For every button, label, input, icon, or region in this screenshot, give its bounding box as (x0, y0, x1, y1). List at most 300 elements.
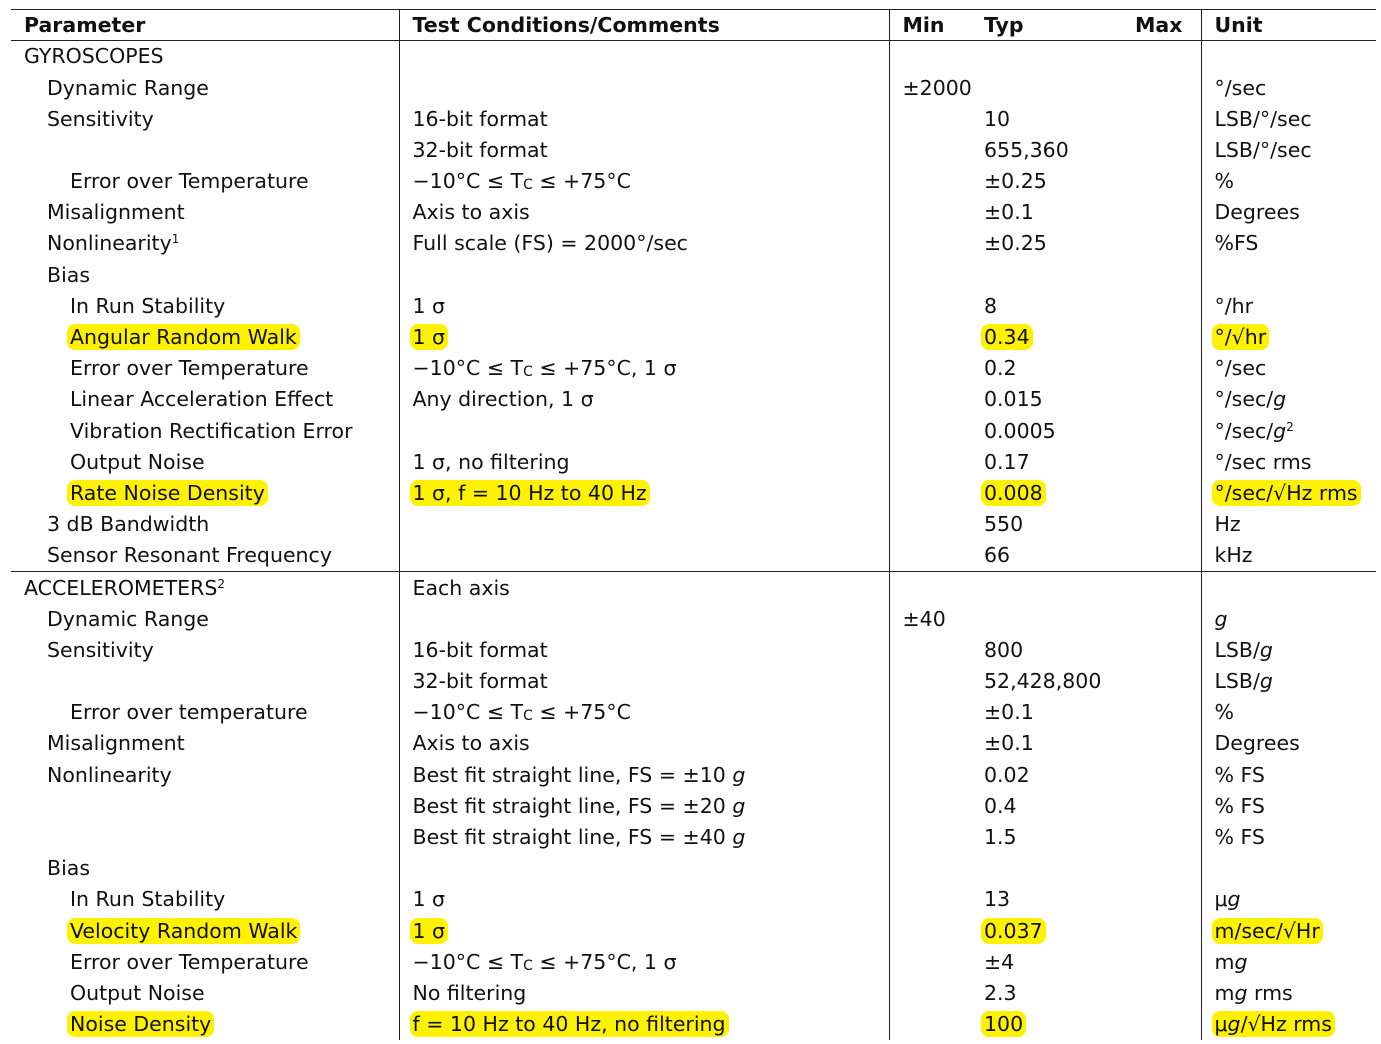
typ-cell (984, 822, 1129, 853)
typ-text: 0.037 (981, 918, 1046, 944)
conditions-cell (399, 946, 889, 977)
max-cell (1129, 384, 1201, 415)
parameter-cell (11, 603, 399, 634)
min-cell (889, 791, 984, 822)
header-typ: Typ (984, 10, 1129, 41)
conditions-cell (399, 291, 889, 322)
min-cell (889, 41, 984, 73)
conditions-text: 16-bit format (412, 637, 548, 662)
unit-text: °/sec (1214, 75, 1267, 100)
parameter-text: Rate Noise Density (67, 480, 268, 506)
min-cell (889, 759, 984, 790)
max-cell (1129, 946, 1201, 977)
conditions-cell (399, 540, 889, 572)
conditions-text: −10°C ≤ TC ≤ +75°C (412, 700, 631, 725)
parameter-cell (11, 509, 399, 540)
min-cell (889, 166, 984, 197)
min-cell (889, 915, 984, 946)
typ-text: 13 (984, 887, 1011, 912)
conditions-text: −10°C ≤ TC ≤ +75°C (412, 168, 631, 193)
unit-text: LSB/g (1214, 637, 1273, 662)
conditions-text: −10°C ≤ TC ≤ +75°C, 1 σ (412, 949, 677, 974)
parameter-cell (11, 540, 399, 572)
unit-cell (1201, 915, 1376, 946)
typ-cell (984, 540, 1129, 572)
unit-cell (1201, 103, 1376, 134)
typ-cell (984, 728, 1129, 759)
typ-text: 0.0005 (984, 418, 1056, 443)
min-cell (889, 384, 984, 415)
min-cell (889, 478, 984, 509)
conditions-cell (399, 603, 889, 634)
typ-cell (984, 478, 1129, 509)
conditions-text: Full scale (FS) = 2000°/sec (412, 231, 688, 256)
min-cell (889, 135, 984, 166)
parameter-cell (11, 759, 399, 790)
conditions-text: f = 10 Hz to 40 Hz, no filtering (410, 1011, 729, 1037)
parameter-cell (11, 1009, 399, 1040)
parameter-text: ACCELEROMETERS$^2$ (24, 575, 226, 600)
parameter-cell (11, 72, 399, 103)
conditions-cell (399, 384, 889, 415)
max-cell (1129, 478, 1201, 509)
min-cell (889, 728, 984, 759)
typ-text: ±0.1 (984, 200, 1034, 225)
unit-text: LSB/°/sec (1214, 137, 1312, 162)
unit-text: °/√hr (1212, 324, 1270, 350)
unit-text: °/sec (1214, 356, 1267, 381)
unit-text: μg (1214, 887, 1241, 912)
table-row (11, 478, 1376, 509)
unit-cell (1201, 446, 1376, 477)
table-body (11, 41, 1376, 1041)
unit-cell (1201, 509, 1376, 540)
parameter-text: Nonlinearity$^1$ (47, 231, 180, 256)
min-cell (889, 666, 984, 697)
conditions-cell (399, 228, 889, 259)
parameter-cell (11, 853, 399, 884)
typ-cell (984, 197, 1129, 228)
unit-text: % FS (1214, 825, 1265, 850)
conditions-cell (399, 853, 889, 884)
max-cell (1129, 353, 1201, 384)
conditions-cell (399, 353, 889, 384)
parameter-text: Velocity Random Walk (67, 918, 300, 944)
conditions-text: 32-bit format (412, 669, 548, 694)
typ-cell (984, 166, 1129, 197)
table-row (11, 353, 1376, 384)
conditions-text: No filtering (412, 980, 527, 1005)
min-cell (889, 1009, 984, 1040)
typ-text: 52,428,800 (984, 669, 1102, 694)
table-row (11, 728, 1376, 759)
min-cell (889, 572, 984, 604)
typ-text: 0.015 (984, 387, 1043, 412)
parameter-cell (11, 415, 399, 446)
min-cell (889, 853, 984, 884)
typ-cell (984, 103, 1129, 134)
unit-text: m/sec/√Hr (1212, 918, 1323, 944)
unit-cell (1201, 384, 1376, 415)
typ-text: 0.2 (984, 356, 1017, 381)
max-cell (1129, 759, 1201, 790)
unit-cell (1201, 759, 1376, 790)
unit-cell (1201, 822, 1376, 853)
conditions-cell (399, 197, 889, 228)
table-row (11, 72, 1376, 103)
parameter-text: Sensor Resonant Frequency (47, 543, 332, 568)
parameter-text: Bias (47, 262, 91, 287)
max-cell (1129, 166, 1201, 197)
parameter-cell (11, 197, 399, 228)
parameter-text: Output Noise (70, 980, 205, 1005)
unit-cell (1201, 322, 1376, 353)
parameter-cell (11, 791, 399, 822)
typ-cell (984, 415, 1129, 446)
typ-cell (984, 228, 1129, 259)
unit-text: g (1214, 606, 1228, 631)
unit-text: LSB/°/sec (1214, 106, 1312, 131)
conditions-text: Best fit straight line, FS = ±20 g (412, 793, 746, 818)
unit-cell (1201, 41, 1376, 73)
conditions-cell (399, 103, 889, 134)
conditions-cell (399, 697, 889, 728)
header-min: Min (889, 10, 984, 41)
unit-text: % (1214, 169, 1234, 194)
typ-text: 655,360 (984, 137, 1069, 162)
unit-cell (1201, 978, 1376, 1009)
typ-text: 8 (984, 293, 998, 318)
conditions-text: −10°C ≤ TC ≤ +75°C, 1 σ (412, 355, 677, 380)
parameter-cell (11, 666, 399, 697)
parameter-text: Angular Random Walk (67, 324, 300, 350)
conditions-text: 32-bit format (412, 137, 548, 162)
min-cell (889, 884, 984, 915)
header-max: Max (1129, 10, 1201, 41)
unit-text: kHz (1214, 543, 1253, 568)
parameter-cell (11, 884, 399, 915)
unit-text: °/hr (1214, 293, 1254, 318)
min-text: ±2000 (902, 75, 972, 100)
min-cell (889, 446, 984, 477)
unit-cell (1201, 853, 1376, 884)
conditions-cell (399, 822, 889, 853)
table-row (11, 946, 1376, 977)
conditions-cell (399, 41, 889, 73)
max-cell (1129, 540, 1201, 572)
conditions-text: 1 σ, no filtering (412, 449, 570, 474)
conditions-text: 1 σ (412, 293, 446, 318)
typ-cell (984, 72, 1129, 103)
min-cell (889, 322, 984, 353)
parameter-text: In Run Stability (70, 293, 226, 318)
unit-cell (1201, 259, 1376, 290)
conditions-cell (399, 915, 889, 946)
unit-text: % FS (1214, 793, 1265, 818)
parameter-cell (11, 291, 399, 322)
conditions-cell (399, 446, 889, 477)
min-cell (889, 697, 984, 728)
typ-text: 0.34 (981, 324, 1033, 350)
max-cell (1129, 697, 1201, 728)
conditions-text: 1 σ, f = 10 Hz to 40 Hz (410, 480, 650, 506)
unit-cell (1201, 728, 1376, 759)
parameter-cell (11, 322, 399, 353)
conditions-cell (399, 572, 889, 604)
typ-text: 0.4 (984, 793, 1017, 818)
table-row (11, 259, 1376, 290)
parameter-cell (11, 166, 399, 197)
unit-text: mg (1214, 949, 1248, 974)
unit-text: Degrees (1214, 731, 1300, 756)
min-cell (889, 946, 984, 977)
conditions-text: 1 σ (410, 324, 449, 350)
typ-cell (984, 666, 1129, 697)
parameter-cell (11, 384, 399, 415)
typ-cell (984, 697, 1129, 728)
table-row (11, 1009, 1376, 1040)
parameter-text: Dynamic Range (47, 606, 209, 631)
typ-cell (984, 853, 1129, 884)
unit-cell (1201, 72, 1376, 103)
unit-text: μg/√Hz rms (1212, 1011, 1335, 1037)
min-cell (889, 353, 984, 384)
typ-text: 550 (984, 512, 1024, 537)
typ-cell (984, 978, 1129, 1009)
conditions-cell (399, 322, 889, 353)
table-header-row (11, 10, 1376, 41)
parameter-text: Misalignment (47, 200, 185, 225)
unit-cell (1201, 478, 1376, 509)
parameter-text: Output Noise (70, 449, 205, 474)
max-cell (1129, 791, 1201, 822)
parameter-text: Noise Density (67, 1011, 214, 1037)
min-cell (889, 228, 984, 259)
table-row (11, 853, 1376, 884)
parameter-cell (11, 946, 399, 977)
parameter-cell (11, 697, 399, 728)
unit-text: °/sec rms (1214, 449, 1312, 474)
max-cell (1129, 291, 1201, 322)
max-cell (1129, 822, 1201, 853)
parameter-cell (11, 353, 399, 384)
parameter-text: Error over Temperature (70, 949, 309, 974)
conditions-text: 1 σ (410, 918, 449, 944)
max-cell (1129, 635, 1201, 666)
table-row (11, 135, 1376, 166)
parameter-cell (11, 572, 399, 604)
parameter-text: Sensitivity (47, 637, 154, 662)
unit-text: % FS (1214, 762, 1265, 787)
table-row (11, 822, 1376, 853)
unit-cell (1201, 353, 1376, 384)
table-row (11, 446, 1376, 477)
parameter-text: Bias (47, 856, 91, 881)
unit-text: %FS (1214, 231, 1259, 256)
unit-cell (1201, 603, 1376, 634)
parameter-cell (11, 446, 399, 477)
table-row (11, 415, 1376, 446)
typ-text: 800 (984, 637, 1024, 662)
parameter-text: Error over Temperature (70, 356, 309, 381)
typ-cell (984, 135, 1129, 166)
max-cell (1129, 446, 1201, 477)
conditions-cell (399, 259, 889, 290)
max-cell (1129, 509, 1201, 540)
unit-cell (1201, 228, 1376, 259)
conditions-cell (399, 978, 889, 1009)
parameter-cell (11, 135, 399, 166)
typ-cell (984, 1009, 1129, 1040)
typ-text: 1.5 (984, 825, 1017, 850)
parameter-text: Misalignment (47, 731, 185, 756)
max-cell (1129, 72, 1201, 103)
typ-cell (984, 41, 1129, 73)
table-row (11, 666, 1376, 697)
table-row (11, 915, 1376, 946)
typ-cell (984, 572, 1129, 604)
min-cell (889, 822, 984, 853)
table-row (11, 697, 1376, 728)
max-cell (1129, 228, 1201, 259)
max-cell (1129, 103, 1201, 134)
unit-text: °/sec/g (1214, 387, 1287, 412)
parameter-text: Sensitivity (47, 106, 154, 131)
unit-cell (1201, 540, 1376, 572)
typ-cell (984, 322, 1129, 353)
min-cell (889, 415, 984, 446)
typ-cell (984, 946, 1129, 977)
parameter-cell (11, 41, 399, 73)
typ-text: ±0.25 (984, 169, 1047, 194)
parameter-cell (11, 915, 399, 946)
unit-text: °/sec/√Hz rms (1212, 480, 1361, 506)
max-cell (1129, 1009, 1201, 1040)
table-row (11, 228, 1376, 259)
table-row (11, 103, 1376, 134)
parameter-cell (11, 478, 399, 509)
max-cell (1129, 135, 1201, 166)
conditions-text: 16-bit format (412, 106, 548, 131)
typ-text: 0.02 (984, 762, 1030, 787)
min-cell (889, 291, 984, 322)
typ-cell (984, 884, 1129, 915)
parameter-cell (11, 103, 399, 134)
table-row (11, 978, 1376, 1009)
parameter-text: Error over Temperature (70, 169, 309, 194)
conditions-cell (399, 72, 889, 103)
max-cell (1129, 728, 1201, 759)
conditions-cell (399, 635, 889, 666)
parameter-cell (11, 259, 399, 290)
conditions-text: Axis to axis (412, 200, 530, 225)
min-cell (889, 197, 984, 228)
unit-cell (1201, 666, 1376, 697)
max-cell (1129, 197, 1201, 228)
max-cell (1129, 41, 1201, 73)
typ-text: 100 (981, 1011, 1026, 1037)
typ-text: 66 (984, 543, 1011, 568)
conditions-text: Best fit straight line, FS = ±10 g (412, 762, 746, 787)
parameter-cell (11, 978, 399, 1009)
table-row (11, 291, 1376, 322)
min-cell (889, 509, 984, 540)
max-cell (1129, 603, 1201, 634)
unit-cell (1201, 197, 1376, 228)
table-row (11, 41, 1376, 73)
conditions-text: 1 σ (412, 887, 446, 912)
conditions-cell (399, 728, 889, 759)
parameter-text: In Run Stability (70, 887, 226, 912)
header-parameter: Parameter (11, 10, 399, 41)
table-row (11, 197, 1376, 228)
max-cell (1129, 322, 1201, 353)
table-row (11, 166, 1376, 197)
parameter-cell (11, 635, 399, 666)
unit-cell (1201, 884, 1376, 915)
max-cell (1129, 415, 1201, 446)
parameter-text: Linear Acceleration Effect (70, 387, 334, 412)
unit-text: Degrees (1214, 200, 1300, 225)
table-row (11, 759, 1376, 790)
typ-cell (984, 635, 1129, 666)
specifications-table (11, 9, 1376, 1040)
conditions-cell (399, 666, 889, 697)
parameter-text: Dynamic Range (47, 75, 209, 100)
table-row (11, 509, 1376, 540)
conditions-cell (399, 791, 889, 822)
table-row (11, 884, 1376, 915)
max-cell (1129, 666, 1201, 697)
typ-text: ±0.1 (984, 700, 1034, 725)
parameter-cell (11, 228, 399, 259)
conditions-cell (399, 1009, 889, 1040)
parameter-text: 3 dB Bandwidth (47, 512, 210, 537)
min-cell (889, 603, 984, 634)
conditions-text: Best fit straight line, FS = ±40 g (412, 825, 746, 850)
max-cell (1129, 259, 1201, 290)
typ-cell (984, 259, 1129, 290)
unit-cell (1201, 1009, 1376, 1040)
typ-cell (984, 446, 1129, 477)
conditions-cell (399, 478, 889, 509)
min-cell (889, 540, 984, 572)
unit-cell (1201, 635, 1376, 666)
conditions-cell (399, 135, 889, 166)
unit-cell (1201, 135, 1376, 166)
conditions-cell (399, 166, 889, 197)
typ-text: ±0.1 (984, 731, 1034, 756)
conditions-text: Each axis (412, 575, 510, 600)
table-row (11, 635, 1376, 666)
parameter-text: GYROSCOPES (24, 44, 164, 69)
unit-text: Hz (1214, 512, 1241, 537)
table-row (11, 384, 1376, 415)
parameter-text: Nonlinearity (47, 762, 172, 787)
max-cell (1129, 978, 1201, 1009)
table-row (11, 322, 1376, 353)
typ-text: 2.3 (984, 980, 1017, 1005)
unit-cell (1201, 697, 1376, 728)
typ-cell (984, 603, 1129, 634)
max-cell (1129, 853, 1201, 884)
typ-text: ±0.25 (984, 231, 1047, 256)
conditions-cell (399, 415, 889, 446)
conditions-text: Any direction, 1 σ (412, 387, 594, 412)
conditions-cell (399, 759, 889, 790)
table-row (11, 540, 1376, 572)
parameter-cell (11, 822, 399, 853)
